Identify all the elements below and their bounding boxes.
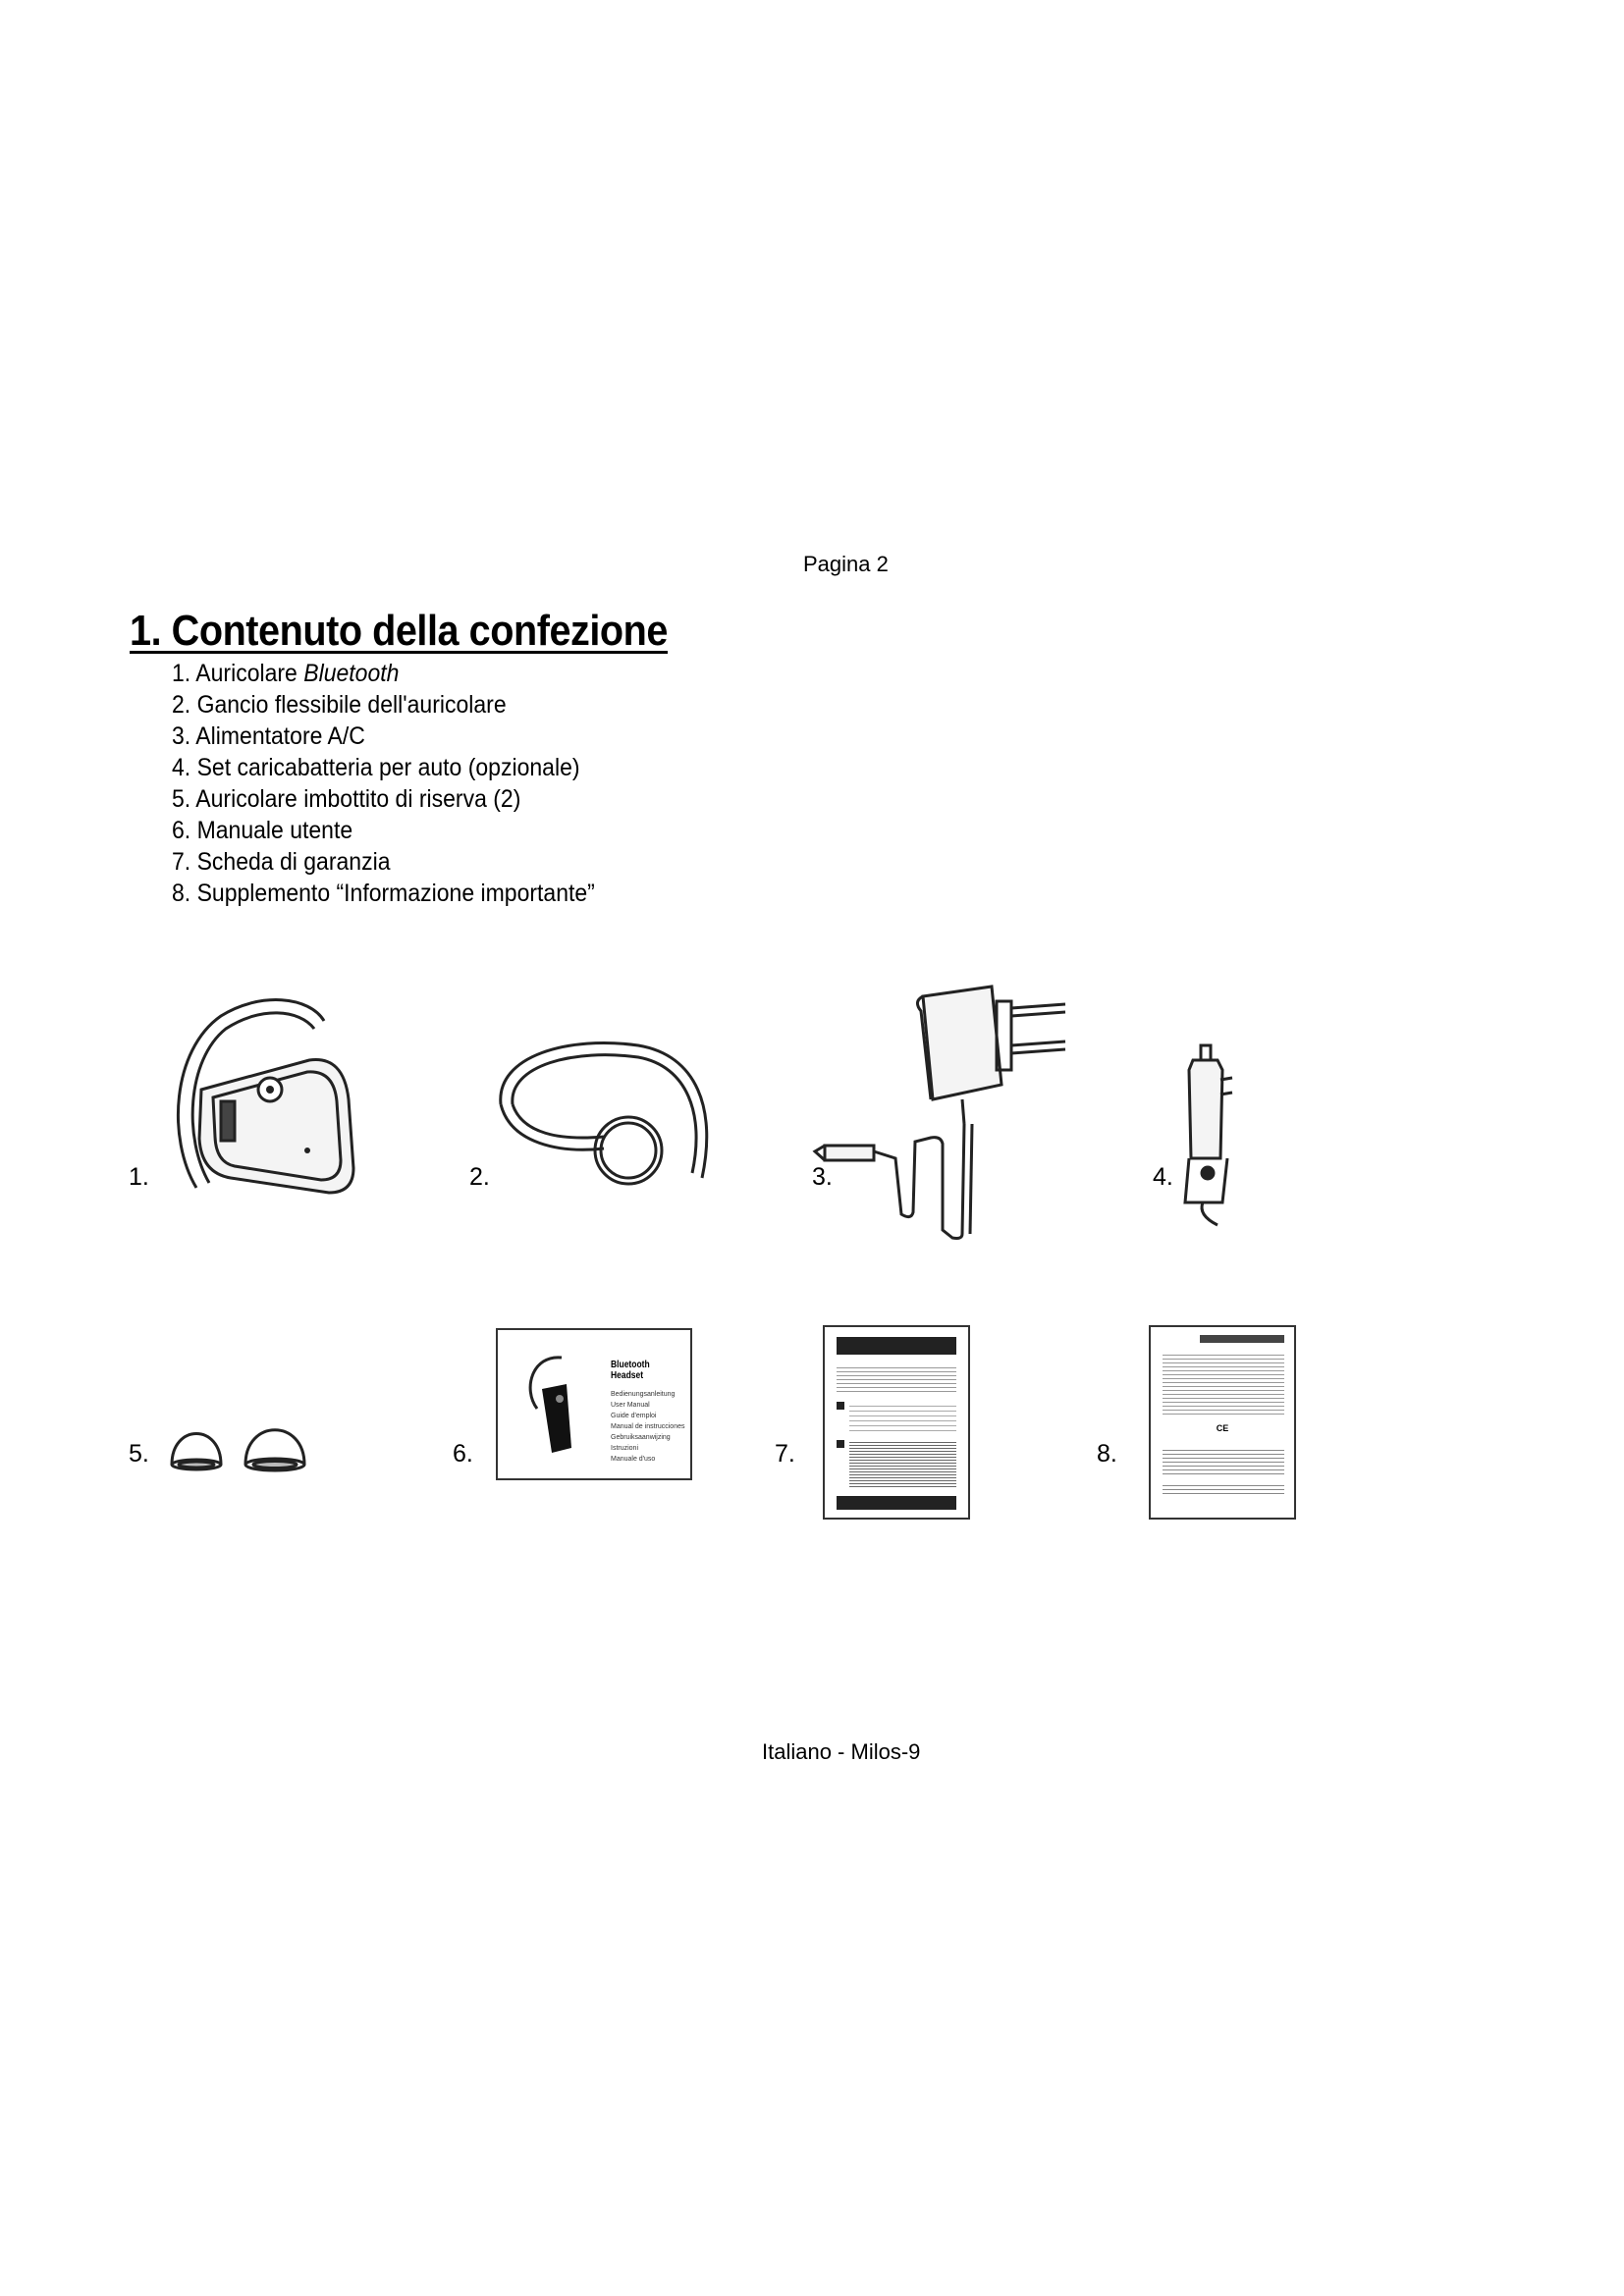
list-item: 1. Auricolare Bluetooth: [172, 660, 400, 687]
ce-mark: CE: [1216, 1423, 1229, 1433]
figure-1-label: 1.: [129, 1163, 149, 1191]
figure-2-label: 2.: [469, 1163, 490, 1191]
sheet-text-block: [1163, 1352, 1284, 1415]
list-item: 3. Alimentatore A/C: [172, 722, 365, 750]
figure-6-label: 6.: [453, 1440, 473, 1468]
page-footer: Italiano - Milos-9: [762, 1739, 921, 1764]
contents-list: [172, 658, 595, 909]
car-charger-icon: [1173, 1041, 1262, 1227]
important-info-sheet-icon: [1149, 1325, 1296, 1520]
manual-headset-icon: [522, 1350, 581, 1458]
warranty-marker: [837, 1440, 844, 1448]
figure-4-label: 4.: [1153, 1163, 1173, 1191]
list-item: 2. Gancio flessibile dell'auricolare: [172, 691, 507, 719]
warranty-marker: [837, 1402, 844, 1410]
warranty-text-block: [837, 1364, 956, 1394]
warranty-header-bar: [837, 1337, 956, 1355]
warranty-card-icon: [823, 1325, 970, 1520]
sheet-text-block: [1163, 1447, 1284, 1474]
figure-7-label: 7.: [775, 1440, 795, 1468]
bluetooth-headset-icon: [162, 991, 358, 1207]
ear-hook-icon: [491, 1031, 717, 1193]
sheet-header-bar: [1200, 1335, 1284, 1343]
list-item: 8. Supplemento “Informazione importante”: [172, 880, 595, 907]
list-item: 4. Set caricabatteria per auto (opzionale): [172, 754, 580, 781]
ear-cushion-icon: [167, 1414, 314, 1474]
warranty-footer-bar: [837, 1496, 956, 1510]
ac-adapter-icon: [805, 977, 1080, 1242]
user-manual-icon: [496, 1328, 692, 1480]
warranty-text-block: [849, 1440, 956, 1487]
figure-3-label: 3.: [812, 1163, 833, 1191]
sheet-text-block: [1163, 1482, 1284, 1494]
figure-8-label: 8.: [1097, 1440, 1117, 1468]
section-title: 1. Contenuto della confezione: [130, 607, 668, 655]
list-item: 7. Scheda di garanzia: [172, 848, 391, 876]
page-number: Pagina 2: [803, 552, 889, 576]
list-item: 6. Manuale utente: [172, 817, 353, 844]
manual-language-list: Bedienungsanleitung User Manual Guide d'emploi Manual de instrucciones Gebruiksaanwijzing Istruzioni Manuale d'uso: [611, 1391, 685, 1463]
figure-5-label: 5.: [129, 1440, 149, 1468]
warranty-text-block: [849, 1402, 956, 1431]
list-item: 5. Auricolare imbottito di riserva (2): [172, 785, 521, 813]
manual-title: Bluetooth Headset: [611, 1360, 650, 1381]
